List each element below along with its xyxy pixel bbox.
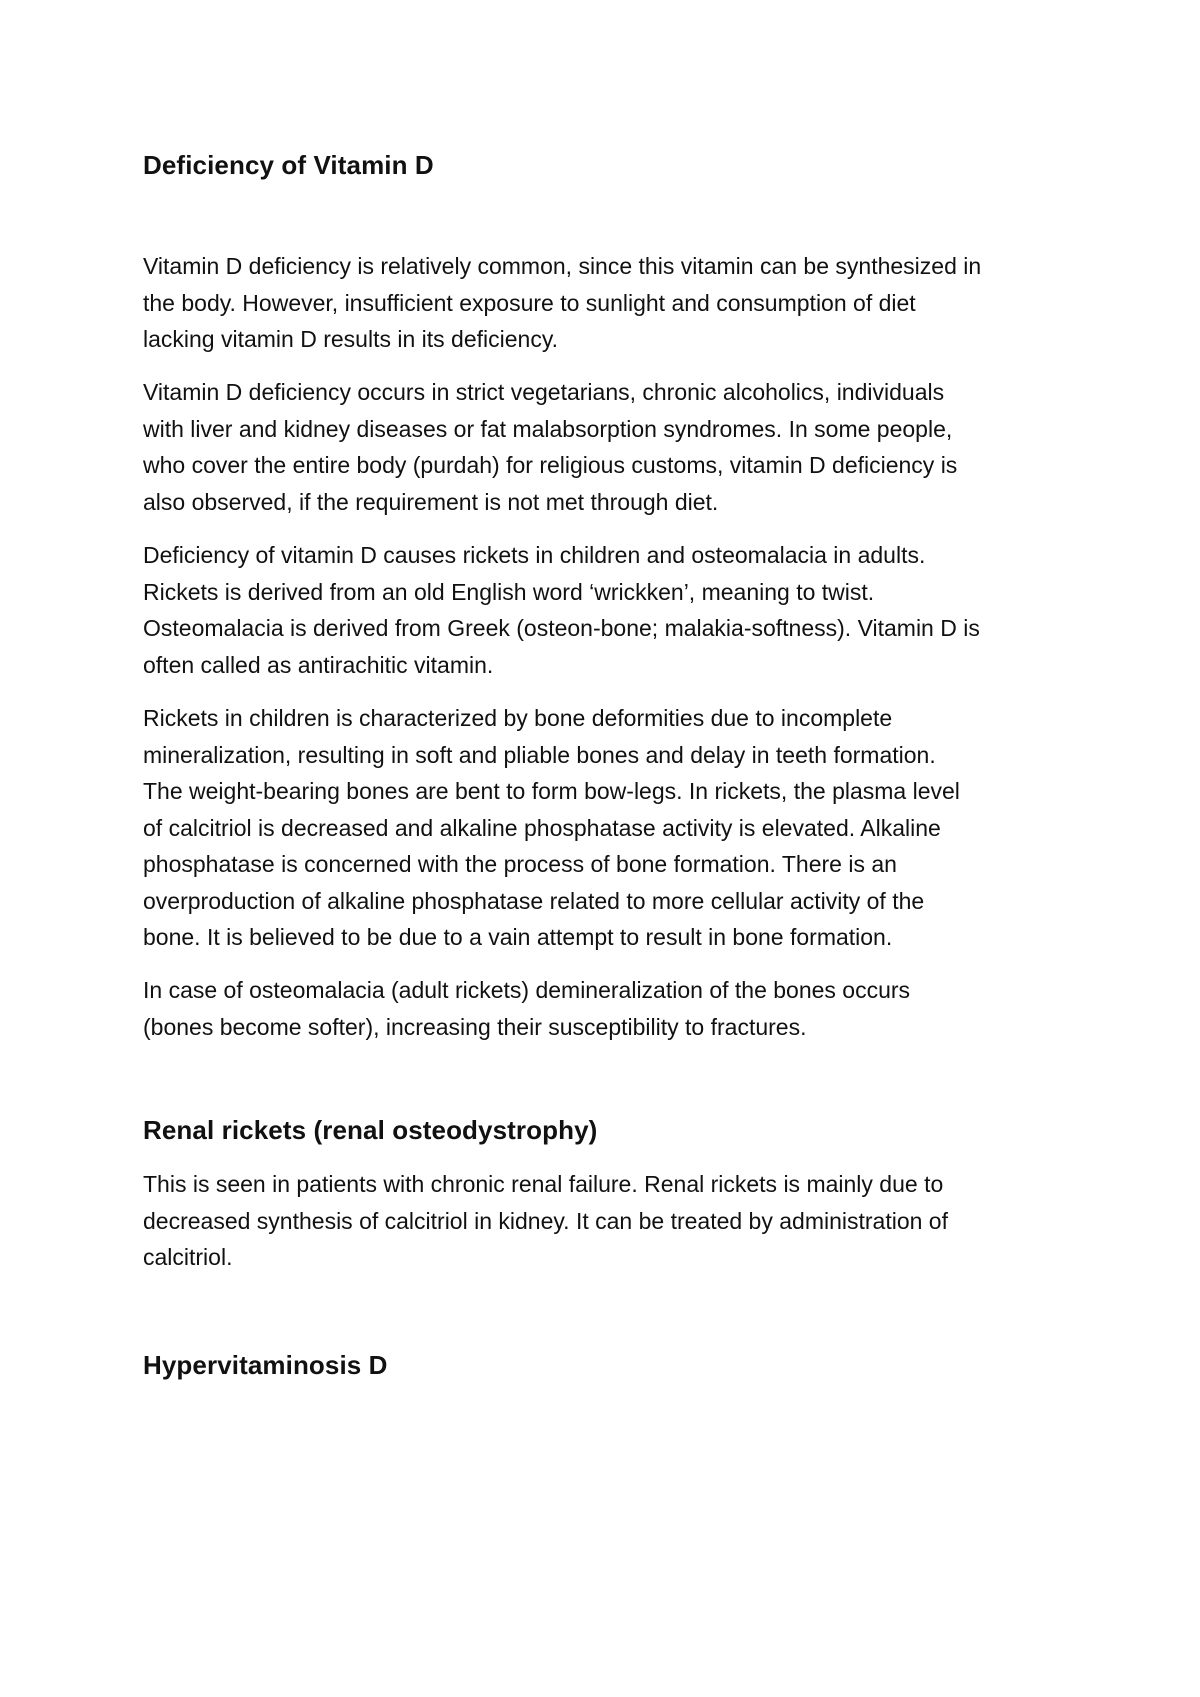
section-heading-hypervitaminosis: Hypervitaminosis D	[143, 1350, 388, 1380]
text-line: overproduction of alkaline phosphatase related to more cellular activity of the	[143, 887, 925, 914]
text-line: This is seen in patients with chronic renal failure. Renal rickets is mainly due to	[143, 1171, 944, 1197]
text-line: Vitamin D deficiency occurs in strict vegetarians, chronic alcoholics, individuals	[143, 379, 945, 405]
text-line: The weight-bearing bones are bent to form bow-legs. In rickets, the plasma level	[143, 778, 960, 804]
text-line: In case of osteomalacia (adult rickets) demineralization of the bones occurs	[143, 977, 911, 1003]
page-title: Deficiency of Vitamin D	[143, 150, 434, 180]
text-line: calcitriol.	[143, 1244, 233, 1270]
text-line: Vitamin D deficiency is relatively common, since this vitamin can be synthesized in	[143, 253, 982, 279]
paragraph-renal-rickets	[143, 1166, 1073, 1276]
text-line: Osteomalacia is derived from Greek (osteon-bone; malakia-softness). Vitamin D is	[143, 615, 980, 641]
paragraph-osteomalacia-adults	[143, 972, 1073, 1045]
text-line: the body. However, insufficient exposure to sunlight and consumption of diet	[143, 289, 916, 316]
text-line: (bones become softer), increasing their susceptibility to fractures.	[143, 1013, 807, 1040]
text-line: bone. It is believed to be due to a vain attempt to result in bone formation.	[143, 924, 893, 950]
paragraph-causes	[143, 374, 1073, 520]
text-line: of calcitriol is decreased and alkaline phosphatase activity is elevated. Alkaline	[143, 814, 941, 841]
text-line: who cover the entire body (purdah) for religious customs, vitamin D deficiency is	[143, 452, 958, 478]
paragraph-rickets-children	[143, 700, 1073, 956]
text-line: phosphatase is concerned with the process of bone formation. There is an	[143, 851, 897, 877]
text-line: with liver and kidney diseases or fat malabsorption syndromes. In some people,	[143, 415, 953, 442]
section-heading-renal-rickets: Renal rickets (renal osteodystrophy)	[143, 1115, 598, 1145]
text-line: decreased synthesis of calcitriol in kidney. It can be treated by administration of	[143, 1207, 948, 1234]
paragraph-intro	[143, 248, 1073, 358]
text-line: Deficiency of vitamin D causes rickets in children and osteomalacia in adults.	[143, 542, 926, 568]
text-line: mineralization, resulting in soft and pliable bones and delay in teeth formation.	[143, 741, 936, 768]
text-line: Rickets is derived from an old English word ‘wrickken’, meaning to twist.	[143, 578, 875, 605]
paragraph-rickets-osteomalacia	[143, 537, 1073, 683]
text-line: lacking vitamin D results in its deficiency.	[143, 326, 558, 352]
text-line: Rickets in children is characterized by bone deformities due to incomplete	[143, 705, 893, 731]
text-line: often called as antirachitic vitamin.	[143, 651, 494, 678]
text-line: also observed, if the requirement is not met through diet.	[143, 488, 719, 515]
